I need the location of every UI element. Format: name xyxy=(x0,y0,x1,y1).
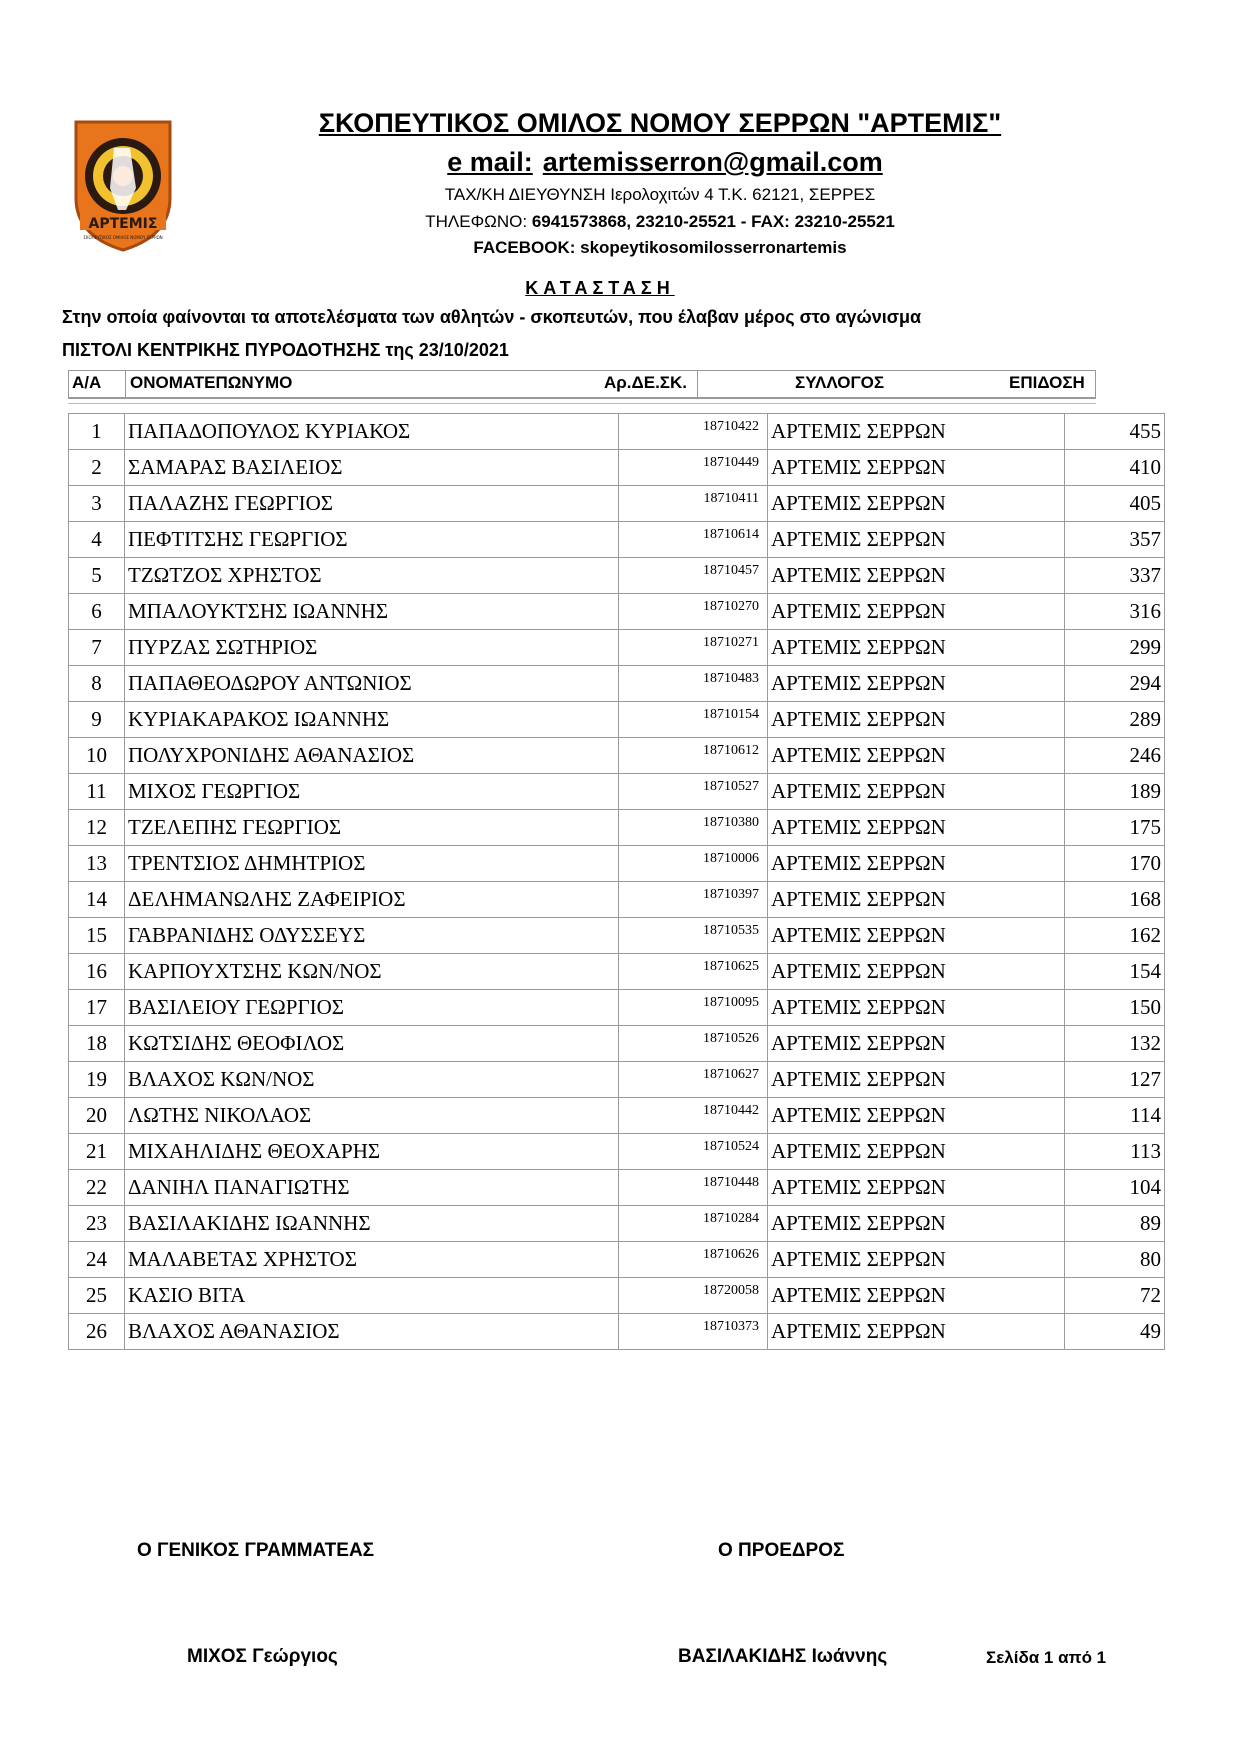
score: 189 xyxy=(1065,774,1165,810)
postal-address: ΤΑΧ/ΚΗ ΔΙΕΥΘΥΝΣΗ Ιερολοχιτών 4 Τ.Κ. 62121, ΣΕΡΡΕΣ xyxy=(444,185,876,204)
score: 357 xyxy=(1065,522,1165,558)
results-body xyxy=(69,414,1165,1350)
license-number: 18710284 xyxy=(619,1206,768,1242)
athlete-name: ΠΑΛΑΖΗΣ ΓΕΩΡΓΙΟΣ xyxy=(125,486,619,522)
club-name: ΑΡΤΕΜΙΣ ΣΕΡΡΩΝ xyxy=(768,666,1065,702)
document-heading: ΚΑΤΑΣΤΑΣΗ xyxy=(525,278,675,298)
license-number: 18710627 xyxy=(619,1062,768,1098)
license-number: 18710535 xyxy=(619,918,768,954)
athlete-name: ΔΕΛΗΜΑΝΩΛΗΣ ΖΑΦΕΙΡΙΟΣ xyxy=(125,882,619,918)
club-name: ΑΡΤΕΜΙΣ ΣΕΡΡΩΝ xyxy=(768,486,1065,522)
club-name: ΑΡΤΕΜΙΣ ΣΕΡΡΩΝ xyxy=(768,450,1065,486)
row-number: 23 xyxy=(69,1206,125,1242)
athlete-name: ΒΑΣΙΛΕΙΟΥ ΓΕΩΡΓΙΟΣ xyxy=(125,990,619,1026)
club-name: ΑΡΤΕΜΙΣ ΣΕΡΡΩΝ xyxy=(768,1026,1065,1062)
license-number: 18710095 xyxy=(619,990,768,1026)
table-row xyxy=(69,702,1165,738)
email-address: artemisserron@gmail.com xyxy=(542,147,883,177)
athlete-name: ΠΑΠΑΘΕΟΔΩΡΟΥ ΑΝΤΩΝΙΟΣ xyxy=(125,666,619,702)
table-header xyxy=(68,370,1096,397)
row-number: 3 xyxy=(69,486,125,522)
athlete-name: ΜΑΛΑΒΕΤΑΣ ΧΡΗΣΤΟΣ xyxy=(125,1242,619,1278)
row-number: 22 xyxy=(69,1170,125,1206)
score: 104 xyxy=(1065,1170,1165,1206)
row-number: 13 xyxy=(69,846,125,882)
row-number: 25 xyxy=(69,1278,125,1314)
score: 337 xyxy=(1065,558,1165,594)
row-number: 8 xyxy=(69,666,125,702)
club-name: ΑΡΤΕΜΙΣ ΣΕΡΡΩΝ xyxy=(768,630,1065,666)
club-name: ΑΡΤΕΜΙΣ ΣΕΡΡΩΝ xyxy=(768,702,1065,738)
col-header-id: Αρ.ΔΕ.ΣΚ. xyxy=(604,373,687,392)
score: 113 xyxy=(1065,1134,1165,1170)
score: 316 xyxy=(1065,594,1165,630)
club-name: ΑΡΤΕΜΙΣ ΣΕΡΡΩΝ xyxy=(768,1098,1065,1134)
club-name: ΑΡΤΕΜΙΣ ΣΕΡΡΩΝ xyxy=(768,954,1065,990)
score: 246 xyxy=(1065,738,1165,774)
row-number: 11 xyxy=(69,774,125,810)
score: 455 xyxy=(1065,414,1165,450)
license-number: 18710422 xyxy=(619,414,768,450)
club-name: ΑΡΤΕΜΙΣ ΣΕΡΡΩΝ xyxy=(768,1134,1065,1170)
license-number: 18710270 xyxy=(619,594,768,630)
athlete-name: ΓΑΒΡΑΝΙΔΗΣ ΟΔΥΣΣΕΥΣ xyxy=(125,918,619,954)
table-row xyxy=(69,738,1165,774)
athlete-name: ΒΛΑΧΟΣ ΚΩΝ/ΝΟΣ xyxy=(125,1062,619,1098)
table-row xyxy=(69,918,1165,954)
athlete-name: ΚΑΡΠΟΥΧΤΣΗΣ ΚΩΝ/ΝΟΣ xyxy=(125,954,619,990)
athlete-name: ΚΩΤΣΙΔΗΣ ΘΕΟΦΙΛΟΣ xyxy=(125,1026,619,1062)
club-name: ΑΡΤΕΜΙΣ ΣΕΡΡΩΝ xyxy=(768,1206,1065,1242)
athlete-name: ΚΥΡΙΑΚΑΡΑΚΟΣ ΙΩΑΝΝΗΣ xyxy=(125,702,619,738)
license-number: 18710626 xyxy=(619,1242,768,1278)
license-number: 18710397 xyxy=(619,882,768,918)
license-number: 18710527 xyxy=(619,774,768,810)
license-number: 18710380 xyxy=(619,810,768,846)
score: 405 xyxy=(1065,486,1165,522)
results-table xyxy=(68,413,1165,1350)
table-row xyxy=(69,1242,1165,1278)
table-row xyxy=(69,1026,1165,1062)
club-name: ΑΡΤΕΜΙΣ ΣΕΡΡΩΝ xyxy=(768,1242,1065,1278)
score: 49 xyxy=(1065,1314,1165,1350)
table-row xyxy=(69,810,1165,846)
athlete-name: ΜΙΧΑΗΛΙΔΗΣ ΘΕΟΧΑΡΗΣ xyxy=(125,1134,619,1170)
score: 410 xyxy=(1065,450,1165,486)
score: 150 xyxy=(1065,990,1165,1026)
col-header-score: ΕΠΙΔΟΣΗ xyxy=(1009,373,1085,392)
score: 162 xyxy=(1065,918,1165,954)
table-row xyxy=(69,594,1165,630)
table-row xyxy=(69,630,1165,666)
athlete-name: ΚΑΣΙΟ ΒΙΤΑ xyxy=(125,1278,619,1314)
logo-text: ΑΡΤΕΜΙΣ xyxy=(88,216,158,232)
row-number: 1 xyxy=(69,414,125,450)
score: 299 xyxy=(1065,630,1165,666)
secretary-role: Ο ΓΕΝΙΚΟΣ ΓΡΑΜΜΑΤΕΑΣ xyxy=(137,1540,375,1561)
club-name: ΑΡΤΕΜΙΣ ΣΕΡΡΩΝ xyxy=(768,1314,1065,1350)
header-divider xyxy=(697,371,698,397)
license-number: 18710457 xyxy=(619,558,768,594)
phone-line xyxy=(340,212,980,232)
license-number: 18710006 xyxy=(619,846,768,882)
score: 127 xyxy=(1065,1062,1165,1098)
license-number: 18710449 xyxy=(619,450,768,486)
col-header-name: ΟΝΟΜΑΤΕΠΩΝΥΜΟ xyxy=(130,373,293,392)
club-name: ΑΡΤΕΜΙΣ ΣΕΡΡΩΝ xyxy=(768,810,1065,846)
score: 89 xyxy=(1065,1206,1165,1242)
club-name: ΑΡΤΕΜΙΣ ΣΕΡΡΩΝ xyxy=(768,522,1065,558)
license-number: 18710612 xyxy=(619,738,768,774)
row-number: 18 xyxy=(69,1026,125,1062)
header-rule xyxy=(68,397,1096,404)
row-number: 9 xyxy=(69,702,125,738)
phone-numbers: 6941573868, 23210-25521 - FAX: 23210-25521 xyxy=(531,212,895,231)
license-number: 18710524 xyxy=(619,1134,768,1170)
document-description: Στην οποία φαίνονται τα αποτελέσματα των αθλητών - σκοπευτών, που έλαβαν μέρος στο αγώνισμα xyxy=(62,307,922,327)
score: 170 xyxy=(1065,846,1165,882)
col-header-club: ΣΥΛΛΟΓΟΣ xyxy=(795,373,885,392)
email-line xyxy=(380,147,940,178)
athlete-name: ΤΖΕΛΕΠΗΣ ΓΕΩΡΓΙΟΣ xyxy=(125,810,619,846)
club-name: ΑΡΤΕΜΙΣ ΣΕΡΡΩΝ xyxy=(768,882,1065,918)
phone-label: ΤΗΛΕΦΩΝΟ: xyxy=(425,212,528,231)
club-name: ΑΡΤΕΜΙΣ ΣΕΡΡΩΝ xyxy=(768,1062,1065,1098)
table-row xyxy=(69,774,1165,810)
row-number: 19 xyxy=(69,1062,125,1098)
athlete-name: ΣΑΜΑΡΑΣ ΒΑΣΙΛΕΙΟΣ xyxy=(125,450,619,486)
table-row xyxy=(69,522,1165,558)
club-name: ΑΡΤΕΜΙΣ ΣΕΡΡΩΝ xyxy=(768,1170,1065,1206)
license-number: 18710526 xyxy=(619,1026,768,1062)
org-title: ΣΚΟΠΕΥΤΙΚΟΣ ΟΜΙΛΟΣ ΝΟΜΟΥ ΣΕΡΡΩΝ "ΑΡΤΕΜΙΣ" xyxy=(318,108,1002,138)
score: 175 xyxy=(1065,810,1165,846)
score: 80 xyxy=(1065,1242,1165,1278)
table-row xyxy=(69,1098,1165,1134)
score: 132 xyxy=(1065,1026,1165,1062)
athlete-name: ΠΑΠΑΔΟΠΟΥΛΟΣ ΚΥΡΙΑΚΟΣ xyxy=(125,414,619,450)
club-name: ΑΡΤΕΜΙΣ ΣΕΡΡΩΝ xyxy=(768,594,1065,630)
email-label: e mail: xyxy=(447,147,533,177)
logo-subtext: ΣΚΟΠΕΥΤΙΚΟΣ ΟΜΙΛΟΣ ΝΟΜΟΥ ΣΕΡΡΩΝ xyxy=(83,235,163,240)
table-row xyxy=(69,1206,1165,1242)
row-number: 21 xyxy=(69,1134,125,1170)
score: 294 xyxy=(1065,666,1165,702)
athlete-name: ΤΡΕΝΤΣΙΟΣ ΔΗΜΗΤΡΙΟΣ xyxy=(125,846,619,882)
license-number: 18710625 xyxy=(619,954,768,990)
header-divider xyxy=(125,371,126,397)
athlete-name: ΠΥΡΖΑΣ ΣΩΤΗΡΙΟΣ xyxy=(125,630,619,666)
table-row xyxy=(69,1134,1165,1170)
page-number: Σελίδα 1 από 1 xyxy=(986,1648,1107,1667)
row-number: 5 xyxy=(69,558,125,594)
table-row xyxy=(69,486,1165,522)
athlete-name: ΒΑΣΙΛΑΚΙΔΗΣ ΙΩΑΝΝΗΣ xyxy=(125,1206,619,1242)
table-row xyxy=(69,666,1165,702)
table-row xyxy=(69,882,1165,918)
athlete-name: ΠΟΛΥΧΡΟΝΙΔΗΣ ΑΘΑΝΑΣΙΟΣ xyxy=(125,738,619,774)
score: 114 xyxy=(1065,1098,1165,1134)
athlete-name: ΒΛΑΧΟΣ ΑΘΑΝΑΣΙΟΣ xyxy=(125,1314,619,1350)
athlete-name: ΜΙΧΟΣ ΓΕΩΡΓΙΟΣ xyxy=(125,774,619,810)
club-name: ΑΡΤΕΜΙΣ ΣΕΡΡΩΝ xyxy=(768,774,1065,810)
athlete-name: ΔΑΝΙΗΛ ΠΑΝΑΓΙΩΤΗΣ xyxy=(125,1170,619,1206)
president-role: Ο ΠΡΟΕΔΡΟΣ xyxy=(718,1540,845,1561)
table-row xyxy=(69,846,1165,882)
row-number: 10 xyxy=(69,738,125,774)
row-number: 7 xyxy=(69,630,125,666)
license-number: 18710373 xyxy=(619,1314,768,1350)
license-number: 18710271 xyxy=(619,630,768,666)
table-row xyxy=(69,1062,1165,1098)
artemis-logo xyxy=(70,118,176,254)
row-number: 2 xyxy=(69,450,125,486)
table-row xyxy=(69,1170,1165,1206)
row-number: 15 xyxy=(69,918,125,954)
club-name: ΑΡΤΕΜΙΣ ΣΕΡΡΩΝ xyxy=(768,558,1065,594)
row-number: 6 xyxy=(69,594,125,630)
athlete-name: ΤΖΩΤΖΟΣ ΧΡΗΣΤΟΣ xyxy=(125,558,619,594)
club-name: ΑΡΤΕΜΙΣ ΣΕΡΡΩΝ xyxy=(768,414,1065,450)
athlete-name: ΠΕΦΤΙΤΣΗΣ ΓΕΩΡΓΙΟΣ xyxy=(125,522,619,558)
club-name: ΑΡΤΕΜΙΣ ΣΕΡΡΩΝ xyxy=(768,846,1065,882)
club-name: ΑΡΤΕΜΙΣ ΣΕΡΡΩΝ xyxy=(768,738,1065,774)
row-number: 26 xyxy=(69,1314,125,1350)
table-row xyxy=(69,414,1165,450)
facebook-line: FACEBOOK: skopeytikosomilosserronartemis xyxy=(473,238,847,257)
table-row xyxy=(69,558,1165,594)
row-number: 20 xyxy=(69,1098,125,1134)
club-name: ΑΡΤΕΜΙΣ ΣΕΡΡΩΝ xyxy=(768,1278,1065,1314)
score: 168 xyxy=(1065,882,1165,918)
table-row xyxy=(69,990,1165,1026)
table-row xyxy=(69,1278,1165,1314)
table-row xyxy=(69,954,1165,990)
license-number: 18710448 xyxy=(619,1170,768,1206)
secretary-name: ΜΙΧΟΣ Γεώργιος xyxy=(187,1646,338,1667)
license-number: 18720058 xyxy=(619,1278,768,1314)
col-header-aa: Α/Α xyxy=(72,373,102,392)
event-title: ΠΙΣΤΟΛΙ ΚΕΝΤΡΙΚΗΣ ΠΥΡΟΔΟΤΗΣΗΣ της 23/10/2021 xyxy=(62,340,509,360)
president-name: ΒΑΣΙΛΑΚΙΔΗΣ Ιωάννης xyxy=(678,1646,888,1667)
table-row xyxy=(69,1314,1165,1350)
row-number: 24 xyxy=(69,1242,125,1278)
license-number: 18710483 xyxy=(619,666,768,702)
athlete-name: ΛΩΤΗΣ ΝΙΚΟΛΑΟΣ xyxy=(125,1098,619,1134)
score: 72 xyxy=(1065,1278,1165,1314)
license-number: 18710614 xyxy=(619,522,768,558)
row-number: 16 xyxy=(69,954,125,990)
license-number: 18710411 xyxy=(619,486,768,522)
score: 154 xyxy=(1065,954,1165,990)
row-number: 12 xyxy=(69,810,125,846)
table-row xyxy=(69,450,1165,486)
club-name: ΑΡΤΕΜΙΣ ΣΕΡΡΩΝ xyxy=(768,990,1065,1026)
score: 289 xyxy=(1065,702,1165,738)
license-number: 18710442 xyxy=(619,1098,768,1134)
license-number: 18710154 xyxy=(619,702,768,738)
club-name: ΑΡΤΕΜΙΣ ΣΕΡΡΩΝ xyxy=(768,918,1065,954)
row-number: 4 xyxy=(69,522,125,558)
athlete-name: ΜΠΑΛΟΥΚΤΣΗΣ ΙΩΑΝΝΗΣ xyxy=(125,594,619,630)
row-number: 17 xyxy=(69,990,125,1026)
row-number: 14 xyxy=(69,882,125,918)
